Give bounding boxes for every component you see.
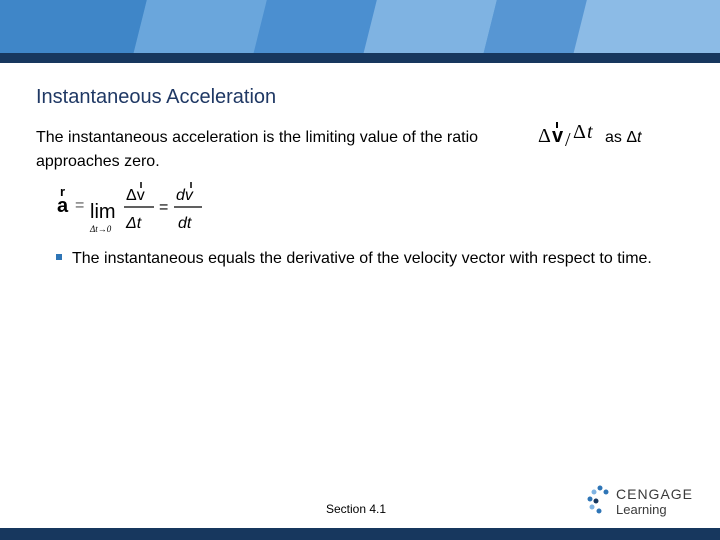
formula-lim-sub: Δt→0 [90,224,112,234]
as-delta-t [605,126,641,150]
paragraph-line-1: The instantaneous acceleration is the limiting value of the ratio [36,129,479,146]
formula-num2: dv [176,187,193,204]
formula-num1: Δv [126,187,145,204]
as-delta-var: t [637,129,642,146]
formula-a: a [57,195,69,217]
formula-equals-2: = [159,199,169,216]
cengage-logo [584,484,694,520]
footer-stripe [0,528,720,540]
slide-title: Instantaneous Acceleration [36,86,277,108]
logo-cengage-text: CENGAGE [616,486,694,502]
header-tile [133,0,267,55]
header-tile [573,0,720,55]
formula-den1: Δt [126,215,142,232]
paragraph-line-2: approaches zero. [36,153,160,170]
cengage-mark-icon [584,484,612,516]
header-band [0,0,720,55]
header-tile [483,0,587,55]
header-tile [363,0,497,55]
header-tile [0,0,147,55]
formula-arrow: r [60,184,66,199]
bullet-text: The instantaneous equals the derivative of the velocity vector with respect to time. [72,250,652,267]
footer-section: Section 4.1 [326,502,387,516]
acceleration-formula [52,176,212,236]
ratio-delta-2: Δ [573,121,586,143]
ratio-slash: / [565,129,571,151]
logo-learning-text: Learning [616,502,667,517]
ratio-formula [536,116,600,152]
as-delta-prefix: as Δ [605,129,638,146]
formula-equals: = [75,197,85,214]
header-stripe [0,53,720,63]
ratio-v: v [552,125,564,147]
ratio-delta: Δ [538,125,551,147]
formula-den2: dt [178,215,192,232]
ratio-t: t [587,121,593,143]
header-tile [253,0,377,55]
bullet-marker-icon [56,254,62,260]
formula-lim: lim [90,201,116,223]
